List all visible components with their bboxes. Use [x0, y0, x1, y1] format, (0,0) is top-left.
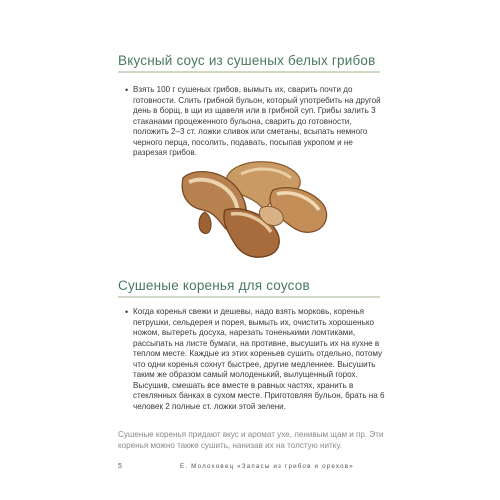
- section-heading-mushroom-sauce: [118, 53, 380, 73]
- section-heading-dried-roots: [118, 278, 380, 298]
- bullet-icon: •: [125, 85, 129, 95]
- recipe-paragraph-dried-roots: [125, 307, 385, 412]
- recipe-paragraph-mushroom-sauce: [125, 85, 385, 159]
- heading-underline: [118, 296, 380, 298]
- section-title: Вкусный соус из сушеных белых грибов: [118, 53, 376, 68]
- bullet-icon: •: [125, 307, 129, 317]
- recipe-text: Когда коренья свежи и дешевы, надо взять морковь, коренья петрушки, сельдерея и порея, вымыть их, очистить хорошенько ножом, вытереть досуха, нарезать тоненькими ломтиками, рассыпать на листе бумаги, на противне, высушить их на кухне в теплом месте. Каждые из этих кореньев сушить отдельно, потому что одни коренья сохнут быстрее, другие медленнее. Высушить таким же образом самый молоденький, вылущенный горох. Высушив, смешать все вместе в равных частях, хранить в стеклянных банках в сухом месте. Приготовляя бульон, брать на 6 человек 2 полные ст. ложки этой зелени.: [133, 307, 385, 411]
- side-note: Сушеные коренья придают вкус и аромат ухе, ленивым щам и пр. Эти коренья можно также сушить, нанизав их на толстую нитку.: [118, 430, 384, 450]
- dried-mushrooms-illustration: [165, 150, 345, 265]
- section-title: Сушеные коренья для соусов: [118, 278, 310, 293]
- recipe-text: Взять 100 г сушеных грибов, вымыть их, сварить почти до готовности. Слить грибной бульон, который употребить на другой день в борщ, в щи из щавеля или в грибной суп. Грибы залить 3 стаканами процеженного бульона, сварить до готовности, положить 2–3 ст. ложки сливок или сметаны, всыпать немного черного перца, посолить, подавать, посыпав укропом и не разрезая грибов.: [133, 85, 381, 158]
- heading-underline: [118, 71, 380, 73]
- running-head: Е. Молоховец «Запасы из грибов и орехов»: [180, 463, 354, 470]
- page-number: 5: [118, 463, 122, 470]
